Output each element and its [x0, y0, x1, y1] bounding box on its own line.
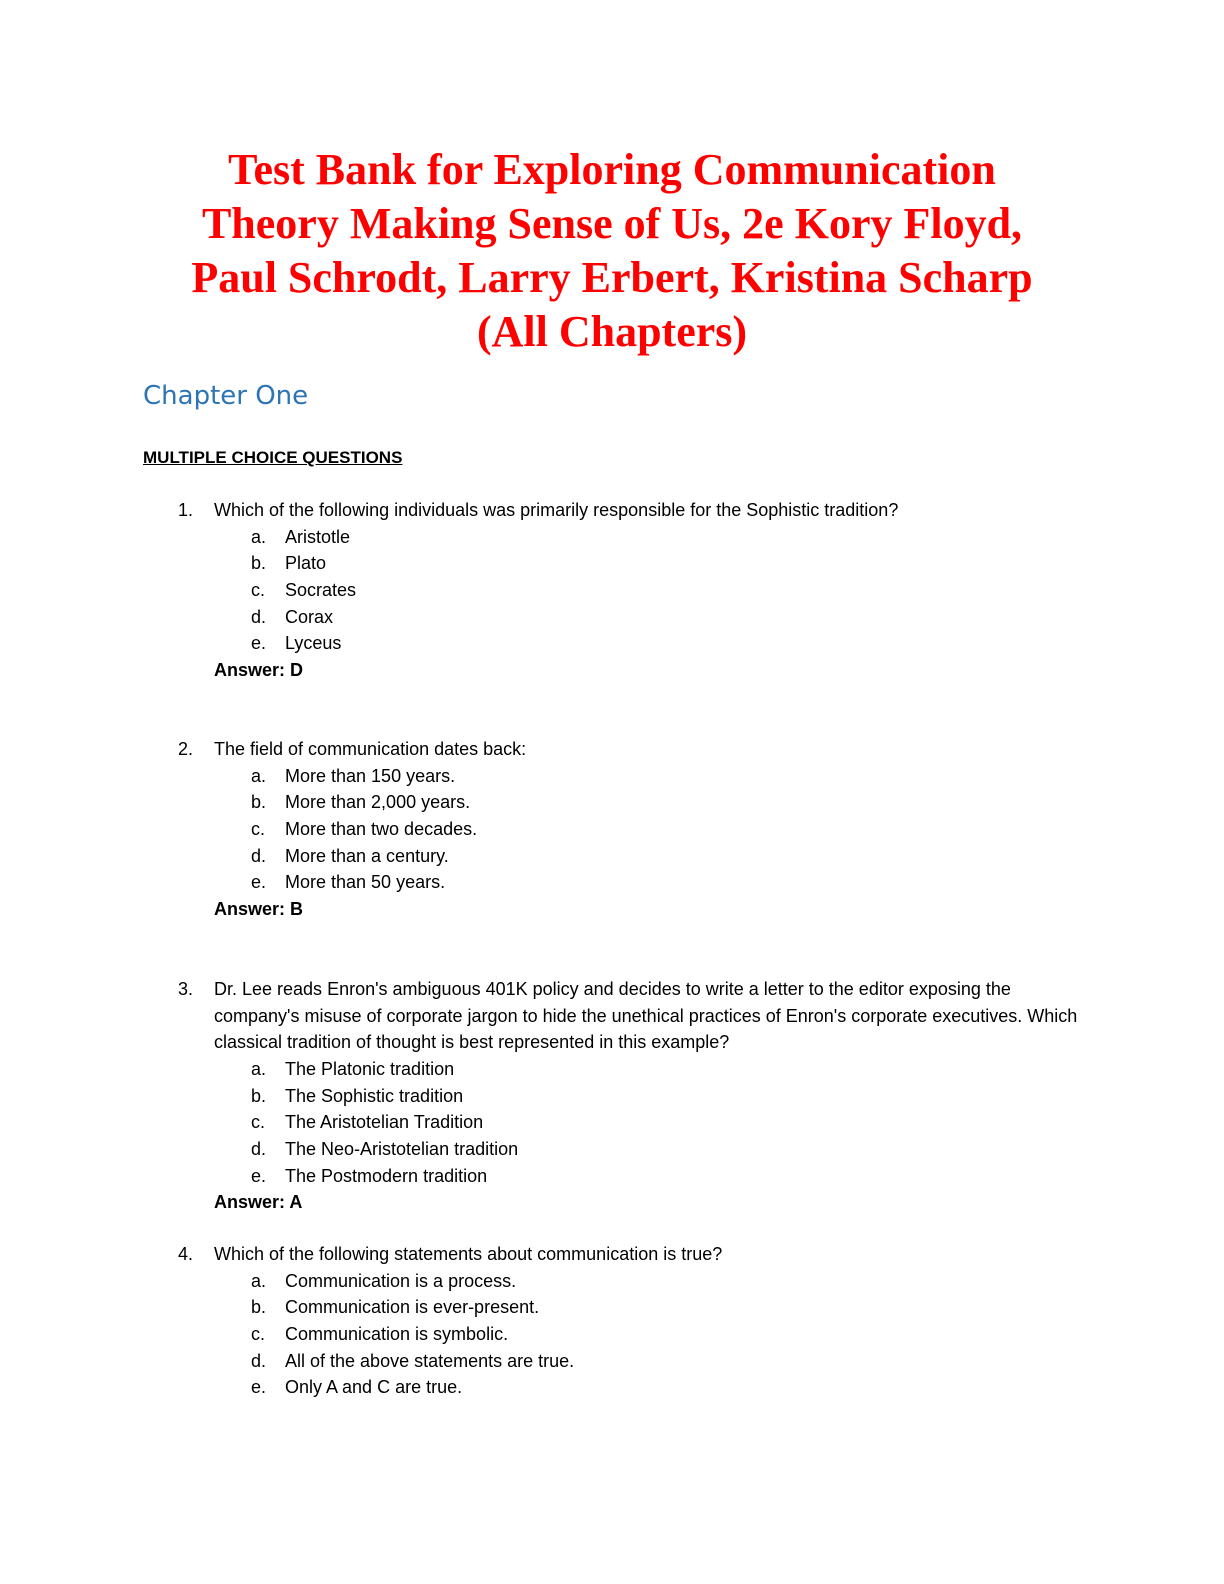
option-letter: a.: [251, 1059, 267, 1079]
option-list: [0, 524, 900, 657]
question-text: Dr. Lee reads Enron's ambiguous 401K policy and decides to write a letter to the editor exposing the company's misuse of corporate jargon to hide the unethical practices of Enron's corporate executives. Which classical tradition of thought is best represented in this example?: [214, 979, 1078, 1053]
option-text: All of the above statements are true.: [285, 1350, 575, 1371]
option-list: [0, 1268, 900, 1401]
option-letter: e.: [251, 633, 267, 654]
option-letter: a.: [251, 1270, 267, 1291]
option-letter: c.: [251, 819, 266, 840]
option-letter: d.: [251, 845, 267, 866]
option-text: More than 2,000 years.: [285, 792, 471, 813]
question-number: 1.: [178, 500, 194, 520]
title-line: Theory Making Sense of Us, 2e Kory Floyd,: [201, 199, 1023, 248]
option-item: [0, 1109, 900, 1136]
option-text: Communication is ever-present.: [285, 1297, 540, 1318]
option-letter: c.: [251, 580, 266, 601]
question-number: 2.: [178, 739, 194, 759]
option-text: The Neo-Aristotelian tradition: [285, 1139, 519, 1160]
option-letter: e.: [251, 1377, 267, 1398]
option-item: [0, 1374, 900, 1401]
option-item: [0, 1136, 900, 1163]
option-item: [0, 869, 900, 896]
option-text: The Platonic tradition: [285, 1059, 455, 1079]
option-letter: b.: [251, 553, 267, 574]
option-text: Plato: [285, 553, 327, 574]
answer-key: Answer: B: [214, 899, 304, 919]
option-text: More than 150 years.: [285, 765, 456, 786]
question-number: 3.: [178, 979, 194, 999]
option-item: [0, 577, 900, 604]
option-item: [0, 550, 900, 577]
option-text: The Postmodern tradition: [285, 1165, 488, 1186]
option-item: [0, 843, 900, 870]
option-text: Communication is symbolic.: [285, 1324, 509, 1345]
option-text: Corax: [285, 606, 334, 627]
option-letter: b.: [251, 1297, 267, 1318]
option-text: More than a century.: [285, 845, 449, 866]
answer-key: Answer: A: [214, 1192, 303, 1212]
option-text: Socrates: [285, 580, 357, 601]
option-item: [0, 524, 900, 551]
option-letter: d.: [251, 606, 267, 627]
option-item: [0, 1163, 900, 1190]
option-letter: b.: [251, 1085, 267, 1106]
question-text: The field of communication dates back:: [214, 739, 527, 759]
option-letter: d.: [251, 1139, 267, 1160]
option-letter: d.: [251, 1350, 267, 1371]
question-text: Which of the following statements about communication is true?: [214, 1244, 723, 1264]
option-item: [0, 816, 900, 843]
option-item: [0, 630, 900, 657]
section-heading: MULTIPLE CHOICE QUESTIONS: [143, 448, 403, 467]
option-letter: e.: [251, 872, 267, 893]
answer-key: Answer: D: [214, 660, 304, 680]
document-title: [150, 143, 1074, 359]
option-item: [0, 1294, 900, 1321]
option-text: More than two decades.: [285, 819, 478, 840]
option-text: Lyceus: [285, 633, 342, 654]
option-text: More than 50 years.: [285, 872, 446, 893]
option-letter: e.: [251, 1165, 267, 1186]
option-item: [0, 763, 900, 790]
option-letter: c.: [251, 1324, 266, 1345]
option-text: Only A and C are true.: [285, 1377, 463, 1398]
option-item: [0, 789, 900, 816]
option-letter: a.: [251, 526, 267, 547]
option-text: The Sophistic tradition: [285, 1085, 464, 1106]
question-number: 4.: [178, 1244, 194, 1264]
option-item: [0, 1083, 900, 1110]
title-line: (All Chapters): [476, 307, 748, 356]
option-text: The Aristotelian Tradition: [285, 1112, 484, 1133]
option-list: [0, 1056, 900, 1189]
option-item: [0, 1056, 900, 1083]
option-item: [0, 1321, 900, 1348]
option-text: Communication is a process.: [285, 1270, 517, 1291]
option-item: [0, 604, 900, 631]
option-text: Aristotle: [285, 526, 351, 547]
chapter-heading: Chapter One: [143, 381, 309, 411]
option-letter: b.: [251, 792, 267, 813]
option-letter: c.: [251, 1112, 266, 1133]
option-item: [0, 1348, 900, 1375]
question-text: Which of the following individuals was primarily responsible for the Sophistic tradition?: [214, 500, 899, 520]
option-list: [0, 763, 900, 896]
title-line: Test Bank for Exploring Communication: [228, 145, 996, 194]
option-item: [0, 1268, 900, 1295]
title-line: Paul Schrodt, Larry Erbert, Kristina Scharp: [191, 253, 1033, 302]
option-letter: a.: [251, 765, 267, 786]
